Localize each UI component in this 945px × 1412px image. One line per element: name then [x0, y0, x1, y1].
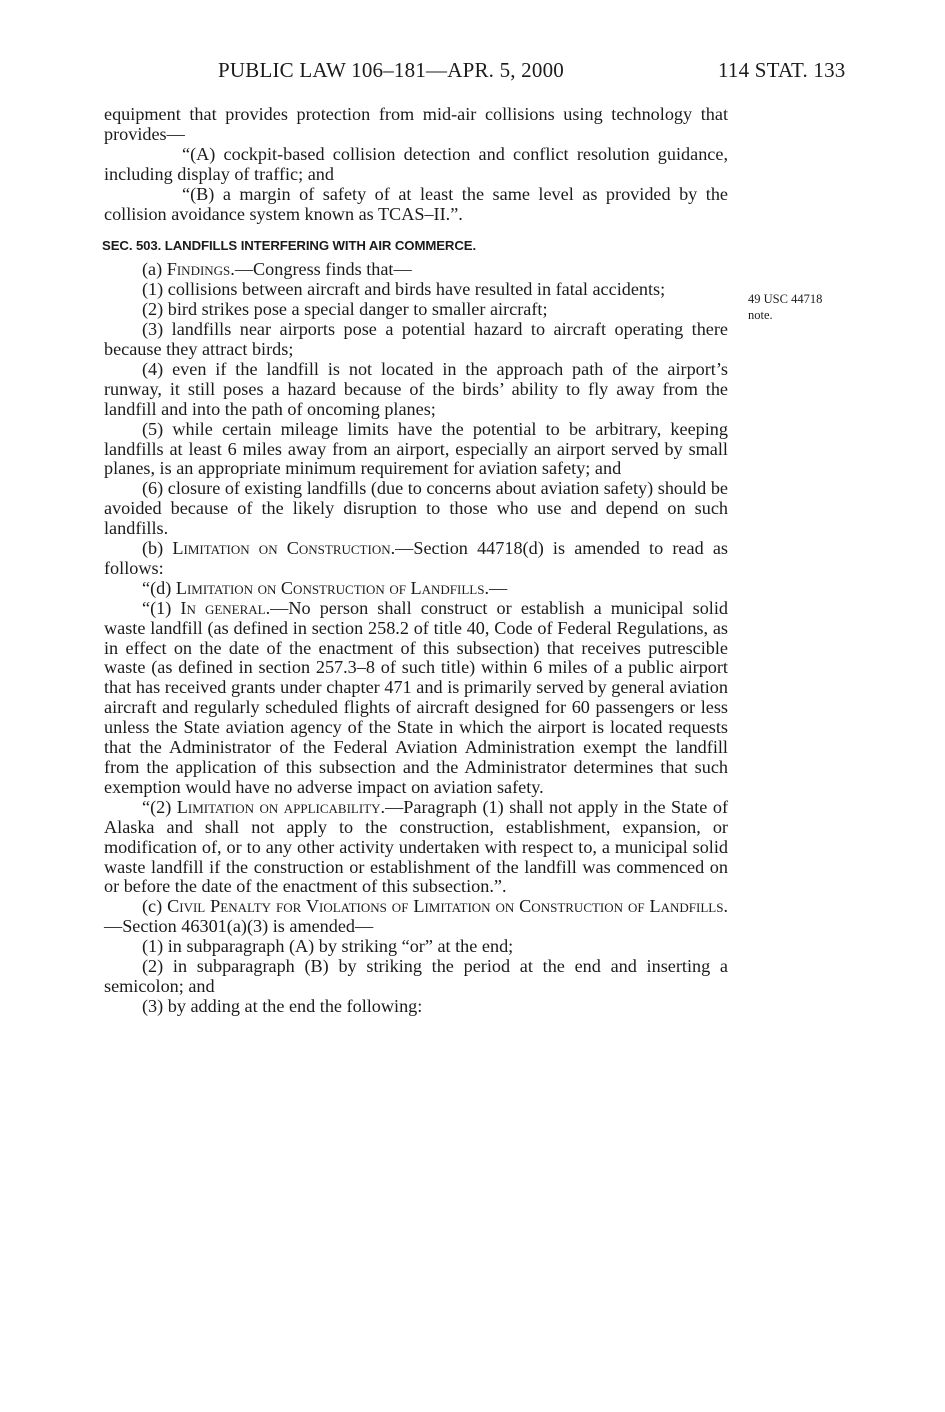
- page-number-header: 114 STAT. 133: [718, 58, 846, 82]
- finding-item: (4) even if the landfill is not located in the approach path of the airport’s runway, it still poses a hazard because of the birds’ ability to fly away from the landfill and into the path of oncoming planes;: [104, 358, 728, 419]
- section-heading: SEC. 503. LANDFILLS INTERFERING WITH AIR COMMERCE.: [102, 238, 477, 254]
- margin-citation-note: [748, 291, 858, 323]
- subsection-label: (b): [142, 538, 164, 559]
- carryover-item-b: “(B) a margin of safety of at least the same level as provided by the collision avoidance system known as TCAS–II.”.: [104, 183, 728, 224]
- subsection-title: Civil Penalty for Violations of Limitation on Construction of Landfills: [167, 896, 724, 917]
- margin-note-line: note.: [748, 308, 773, 322]
- paragraph-title: In general: [180, 597, 266, 618]
- paragraph-title: Limitation on applicability: [176, 796, 381, 817]
- document-body: [104, 105, 728, 1017]
- civil-penalty-lead: [104, 897, 728, 937]
- amended-paragraph-1: [66, 599, 728, 798]
- amended-paragraph-2: [66, 798, 728, 898]
- subsection-label: (c): [142, 896, 163, 917]
- amended-subsection-dash: .—: [484, 577, 508, 598]
- margin-note-line: 49 USC 44718: [748, 292, 823, 306]
- limitation-lead: [104, 539, 728, 579]
- subsection-title: Limitation on Construction: [172, 538, 391, 559]
- paragraph-label: “(2): [142, 796, 172, 817]
- findings-lead: [104, 260, 728, 280]
- finding-item: (5) while certain mileage limits have the potential to be arbitrary, keeping landfills at least 6 miles away from an airport, especially an airport served by small planes, is an appropriate minimum requirement for aviation safety; and: [104, 418, 728, 479]
- subsection-label: (a): [142, 259, 163, 280]
- amendment-item: (1) in subparagraph (A) by striking “or” at the end;: [142, 936, 514, 957]
- finding-item: (2) bird strikes pose a special danger to smaller aircraft;: [142, 299, 548, 320]
- carryover-item-a: “(A) cockpit-based collision detection and conflict resolution guidance, including display of traffic; and: [104, 143, 728, 184]
- finding-item: (6) closure of existing landfills (due to concerns about aviation safety) should be avoided because of the likely disruption to those who use and depend on such landfills.: [104, 478, 728, 539]
- amendment-item: (2) in subparagraph (B) by striking the period at the end and inserting a semicolon; and: [104, 956, 728, 996]
- amended-subsection-title: Limitation on Construction of Landfills: [175, 577, 485, 598]
- amended-subsection-label: “(d): [142, 577, 172, 598]
- subsection-lead: .—Congress finds that—: [230, 259, 412, 280]
- running-header-left: PUBLIC LAW 106–181—APR. 5, 2000: [218, 58, 564, 82]
- paragraph-text: .—No person shall construct or establish a municipal solid waste landfill (as defined in section 258.2 of title 40, Code of Federal Regulations, as in effect on the date of the enactment of this subsection) that receives putrescible waste (as defined in section 257.3–8 of such title) within 6 miles of a public airport that has received grants under chapter 471 and is primarily served by general aviation aircraft and regularly scheduled flights of aircraft designed for 60 passengers or less unless the State aviation agency of the State in which the airport is located requests that the Administrator of the Federal Aviation Administration exempt the landfill from the application of this subsection and the Administrator determines that such exemption would have no adverse impact on aviation safety.: [104, 597, 728, 797]
- subsection-title: Findings: [166, 259, 231, 280]
- amended-subsection-heading: [104, 579, 728, 599]
- subsection-lead: .—Section 44718(d) is amended to read as follows:: [104, 538, 728, 578]
- finding-item: (3) landfills near airports pose a potential hazard to aircraft operating there because they attract birds;: [104, 319, 728, 359]
- subsection-lead: .—Section 46301(a)(3) is amended—: [104, 896, 728, 937]
- finding-item: (1) collisions between aircraft and birds have resulted in fatal accidents;: [142, 279, 666, 300]
- amendment-item: (3) by adding at the end the following:: [142, 995, 423, 1016]
- paragraph-text: .—Paragraph (1) shall not apply in the State of Alaska and shall not apply to the construction, establishment, expansion, or modification of, or to any other activity undertaken with respect to, a municipal solid waste landfill if the construction or establishment of the landfill was commenced on or before the date of the enactment of this subsection.”.: [104, 796, 729, 897]
- paragraph-label: “(1): [142, 597, 172, 618]
- carryover-intro: equipment that provides protection from mid-air collisions using technology that provides—: [104, 104, 728, 144]
